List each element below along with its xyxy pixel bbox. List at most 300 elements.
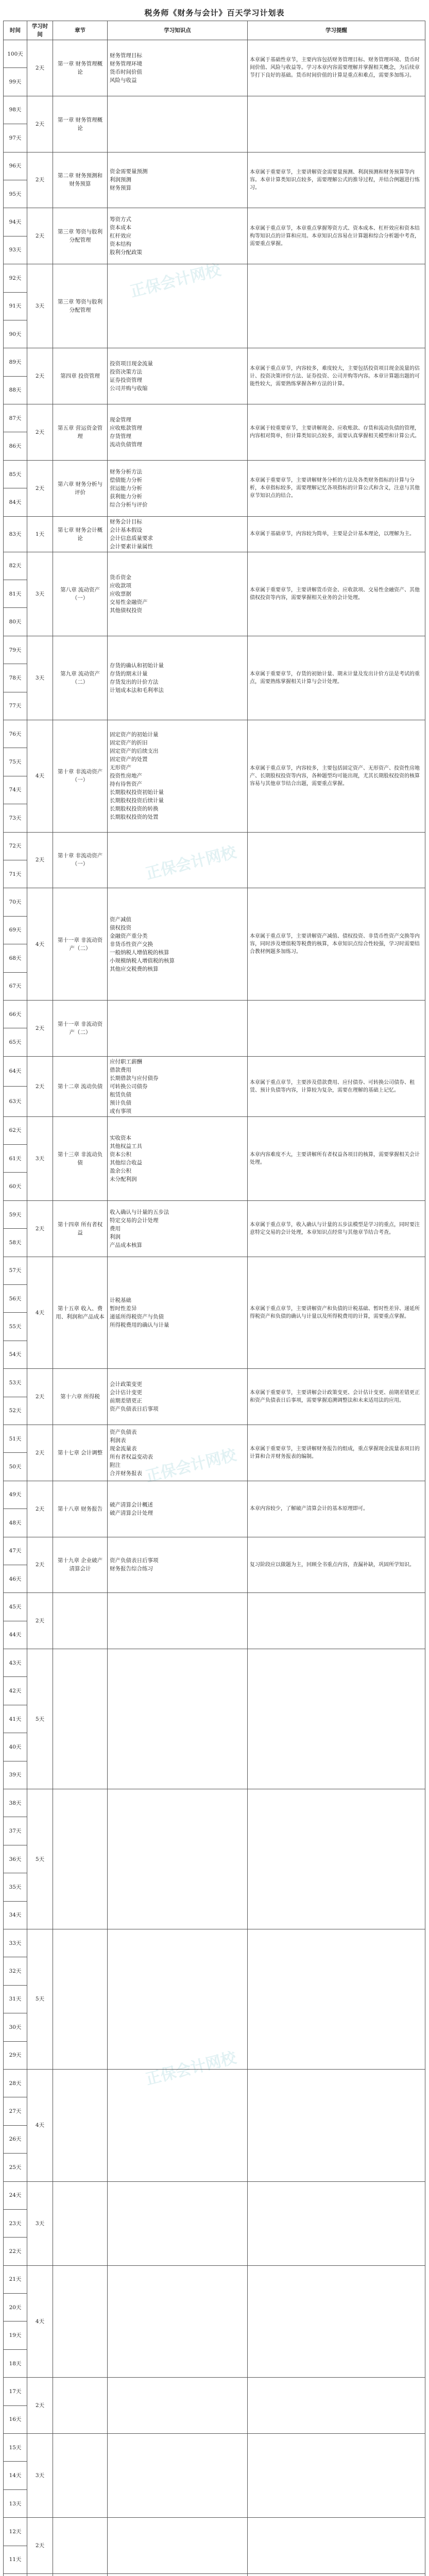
chapter-cell: 第三章 筹资与股利分配管理 [53,208,108,264]
duration-cell: 2天 [27,1537,53,1593]
knowledge-point: 固定资产的处置 [110,756,148,763]
tips-cell: 本章内容较少，了解破产清算会计的基本原理即可。 [248,1481,425,1537]
header-duration: 学习时间 [27,21,53,40]
watermark: 正保会计网校 [128,261,223,301]
duration-cell: 2天 [27,832,53,888]
duration-cell: 3天 [27,2181,53,2265]
knowledge-point: 固定资产的折旧 [110,740,148,747]
table-row [4,1789,425,1817]
duration-cell: 2天 [27,208,53,264]
chapter-cell [53,2378,108,2434]
duration-cell: 5天 [27,1929,53,2070]
chapter-cell: 第八章 流动资产（一） [53,552,108,636]
time-cell: 54天 [4,1341,27,1368]
knowledge-point: 资产负债表日后事项 [110,1406,159,1413]
knowledge-point: 营运能力分析 [110,485,142,492]
knowledge-point: 金融资产重分类 [110,933,148,939]
knowledge-point: 应付职工薪酬 [110,1058,142,1065]
time-cell: 85天 [4,460,27,488]
knowledge-point: 固定资产的初始计量 [110,732,159,738]
table-row [4,152,425,180]
time-cell: 91天 [4,292,27,320]
knowledge-point: 或有事项 [110,1108,131,1114]
duration-cell: 2天 [27,2518,53,2574]
time-cell: 28天 [4,2069,27,2097]
header-tips: 学习提醒 [248,21,425,40]
knowledge-point: 长期股权投资的处置 [110,814,159,821]
knowledge-point: 流动负债管理 [110,441,142,448]
time-cell: 97天 [4,124,27,152]
chapter-cell: 第九章 流动资产（二） [53,636,108,720]
header-time: 时间 [4,21,27,40]
knowledge-point: 会计基本假设 [110,527,142,533]
knowledge-point: 实收资本 [110,1134,131,1141]
time-cell: 49天 [4,1481,27,1509]
header-points: 学习知识点 [108,21,248,40]
time-cell: 32天 [4,1957,27,1985]
knowledge-point: 获利能力分析 [110,493,142,500]
tips-cell [248,96,425,152]
table-row [4,1200,425,1228]
knowledge-point: 资本结构 [110,241,131,248]
chapter-cell [53,2518,108,2574]
time-cell: 89天 [4,348,27,376]
points-cell [108,1649,248,1789]
table-row [4,2518,425,2546]
duration-cell: 4天 [27,888,53,1001]
duration-cell: 4天 [27,2069,53,2181]
duration-cell: 2天 [27,1000,53,1056]
time-cell: 62天 [4,1116,27,1144]
table-row [4,40,425,68]
points-cell [108,2265,248,2378]
chapter-cell: 第十七章 会计调整 [53,1425,108,1481]
points-cell [108,404,248,461]
knowledge-point: 其他应交税费的核算 [110,965,159,972]
time-cell: 82天 [4,552,27,580]
time-cell: 80天 [4,608,27,636]
knowledge-point: 长期股权投资后续计量 [110,798,164,804]
knowledge-point: 公司并购与收缩 [110,385,148,392]
knowledge-point: 计税基础 [110,1297,131,1303]
chapter-cell: 第十章 非流动资产（一） [53,832,108,888]
time-cell: 14天 [4,2462,27,2489]
time-cell: 95天 [4,180,27,208]
chapter-cell: 第十三章 非流动负债 [53,1116,108,1200]
table-row [4,1369,425,1397]
duration-cell: 2天 [27,96,53,152]
tips-cell [248,2434,425,2518]
time-cell: 99天 [4,68,27,96]
chapter-cell: 第一章 财务管理概论 [53,96,108,152]
table-row [4,1649,425,1677]
knowledge-point: 资金需要量预测 [110,168,148,175]
table-row [4,1116,425,1144]
knowledge-point: 货币时间价值 [110,69,142,75]
knowledge-point: 杠杆效应 [110,233,131,240]
time-cell: 48天 [4,1509,27,1537]
duration-cell: 4天 [27,1257,53,1369]
knowledge-point: 长期股权投资初始计量 [110,789,164,796]
table-row [4,1257,425,1284]
tips-cell [248,2378,425,2434]
knowledge-point: 股利分配政策 [110,249,142,256]
time-cell: 46天 [4,1565,27,1592]
duration-cell: 2天 [27,1369,53,1425]
tips-cell: 本章属于较重要章节，主要讲解现金、应收账款、存货和流动负债的管理，内容相对简单，但计算类知识点较多，需要认真掌握相关模型和计算公式。 [248,404,425,461]
knowledge-point: 风险与收益 [110,77,137,83]
tips-cell: 本章属于重要章节，主要讲解财务报告的组成，重点掌握现金流量表项目的计算和合并财务报表的编制。 [248,1425,425,1481]
table-row [4,2573,425,2576]
time-cell: 45天 [4,1593,27,1621]
knowledge-point: 借款费用 [110,1066,131,1073]
time-cell: 86天 [4,432,27,460]
knowledge-point: 利润预测 [110,177,131,183]
tips-cell: 本章属于基础性章节，主要内容包括财务管理目标、财务管理环境、货币时间价值、风险与收益等。学习本章内容需要理解并掌握相关概念，为后续章节打下良好的基础。货币时间价值的计算是重点和难点，需要多加练习。 [248,40,425,96]
time-cell: 66天 [4,1000,27,1028]
time-cell: 63天 [4,1087,27,1117]
knowledge-point: 存货的期末计量 [110,670,148,677]
points-cell [108,888,248,1001]
time-cell: 65天 [4,1028,27,1056]
time-cell: 60天 [4,1173,27,1200]
time-cell: 51天 [4,1425,27,1452]
tips-cell [248,1789,425,1929]
knowledge-point: 应收票据 [110,590,131,597]
watermark: 正保会计网校 [144,2048,238,2089]
time-cell: 21天 [4,2265,27,2293]
chapter-cell: 第二章 财务预测和财务预算 [53,152,108,208]
knowledge-point: 破产清算会计处理 [110,1510,153,1516]
time-cell: 27天 [4,2097,27,2125]
tips-cell [248,2265,425,2378]
table-row [4,348,425,376]
watermark: 正保会计网校 [144,1446,238,1486]
time-cell: 44天 [4,1621,27,1649]
knowledge-point: 合并财务报表 [110,1470,142,1477]
tips-cell [248,2069,425,2181]
points-cell [108,1116,248,1200]
duration-cell: 2天 [27,348,53,404]
time-cell: 13天 [4,2489,27,2517]
duration-cell: 2天 [27,1200,53,1257]
time-cell: 58天 [4,1229,27,1257]
time-cell: 43天 [4,1649,27,1677]
tips-cell: 本章属于基础章节，内容较为简单，主要是会计基本理论，以理解为主。 [248,516,425,552]
time-cell: 81天 [4,580,27,608]
table-row [4,636,425,664]
knowledge-point: 其他债权投资 [110,607,142,614]
duration-cell: 3天 [27,552,53,636]
table-row [4,2434,425,2462]
time-cell: 94天 [4,208,27,236]
knowledge-point: 无形资产 [110,765,131,771]
tips-cell: 本章属于重点章节，本章重点掌握筹资方式、资本成本、杠杆效应和资本结构等知识点的计算和应用。本章知识点容易在计算题和综合分析题中考查，需要重点掌握。 [248,208,425,264]
points-cell [108,552,248,636]
knowledge-point: 现金管理 [110,416,131,423]
knowledge-point: 会计信息质量要求 [110,535,153,541]
time-cell: 53天 [4,1369,27,1397]
table-row [4,1056,425,1087]
chapter-cell: 第十六章 所得税 [53,1369,108,1425]
time-cell: 59天 [4,1200,27,1228]
knowledge-point: 财务预算 [110,185,131,192]
tips-cell [248,1649,425,1789]
time-cell: 57天 [4,1257,27,1284]
knowledge-point: 存货发出的计价方法 [110,679,159,685]
duration-cell: 5天 [27,1789,53,1929]
time-cell: 76天 [4,720,27,748]
time-cell [4,2573,27,2576]
points-cell [108,1257,248,1369]
knowledge-point: 未分配利润 [110,1176,137,1182]
tips-cell: 本章属于重点章节，内容较多，难度较大，主要包括投资项目现金流量的估计、投资决策评价方法、证券投资、公司并购等内容。本章计算题出题的可能性较大，需要熟练掌握各种方法的计算。 [248,348,425,404]
knowledge-point: 利润表 [110,1437,126,1444]
table-row [4,1929,425,1957]
points-cell [108,2378,248,2434]
knowledge-point: 收入确认与计量的五步法 [110,1209,169,1215]
chapter-cell: 第十二章 流动负债 [53,1056,108,1116]
duration-cell: 5天 [27,1649,53,1789]
time-cell: 72天 [4,832,27,860]
table-row [4,1593,425,1621]
chapter-cell [53,2434,108,2518]
knowledge-point: 财务管理目标 [110,52,142,59]
duration-cell: 2天 [27,1425,53,1481]
points-cell [108,152,248,208]
tips-cell [248,1593,425,1649]
duration-cell: 4天 [27,2265,53,2378]
time-cell: 83天 [4,516,27,552]
knowledge-point: 附注 [110,1462,121,1468]
points-cell [108,264,248,348]
time-cell: 68天 [4,944,27,972]
knowledge-point: 利润 [110,1233,121,1240]
time-cell: 12天 [4,2518,27,2546]
table-row [4,2265,425,2293]
knowledge-point: 筹资方式 [110,216,131,223]
points-cell [108,1789,248,1929]
knowledge-point: 所得税费用的确认与计量 [110,1321,169,1328]
points-cell [108,2181,248,2265]
points-cell [108,1369,248,1425]
time-cell: 11天 [4,2546,27,2573]
table-row [4,96,425,124]
duration-cell: 4天 [27,720,53,832]
knowledge-point: 长期借款与应付债券 [110,1075,159,1081]
points-cell [108,1056,248,1116]
chapter-cell: 第十章 非流动资产（一） [53,720,108,832]
tips-cell: 复习阶段应以做题为主，回顾全书重点内容，查漏补缺，巩固所学知识。 [248,1537,425,1593]
time-cell: 96天 [4,152,27,180]
points-cell [108,96,248,152]
time-cell: 40天 [4,1733,27,1761]
tips-cell: 本章属于重点章节，主要讲解资产减值、债权投资、非货币性资产交换等内容，同时涉及增值税等税费的核算，本章知识点综合性较强，学习时需要结合教材例题多加练习。 [248,888,425,1001]
duration-cell: 3天 [27,636,53,720]
tips-cell: 本章属于重要章节，主要讲解资金需要量预测、利润预测和财务预算等内容。本章计算类知识点较多，需要理解公式的推导过程，并结合例题进行练习。 [248,152,425,208]
duration-cell: 3天 [27,1116,53,1200]
table-row [4,2181,425,2209]
knowledge-point: 资产减值 [110,916,131,923]
time-cell: 67天 [4,972,27,1000]
points-cell [108,1481,248,1537]
table-row [4,2069,425,2097]
time-cell: 93天 [4,236,27,264]
time-cell: 30天 [4,2013,27,2041]
time-cell: 31天 [4,1985,27,2013]
page-title: 税务师《财务与会计》百天学习计划表 [144,8,285,18]
duration-cell: 2天 [27,1593,53,1649]
table-row [4,516,425,552]
knowledge-point: 固定资产的后续支出 [110,748,159,755]
knowledge-point: 存货的确认和初始计量 [110,662,164,669]
knowledge-point: 产品成本核算 [110,1242,142,1248]
points-cell [108,516,248,552]
chapter-cell [53,2069,108,2181]
knowledge-point: 证券投资管理 [110,377,142,384]
time-cell: 50天 [4,1453,27,1481]
knowledge-point: 持有待售资产 [110,781,142,788]
points-cell [108,40,248,96]
knowledge-point: 债权投资 [110,924,131,931]
duration-cell: 3天 [27,2434,53,2518]
tips-cell [248,2518,425,2574]
points-cell [108,1593,248,1649]
time-cell: 23天 [4,2209,27,2237]
knowledge-point: 其他综合收益 [110,1159,142,1166]
points-cell [108,1425,248,1481]
knowledge-point: 暂时性差异 [110,1305,137,1312]
points-cell [108,2434,248,2518]
chapter-cell [53,2573,108,2576]
tips-cell [248,1000,425,1056]
time-cell: 90天 [4,320,27,348]
chapter-cell [53,1789,108,1929]
time-cell: 55天 [4,1313,27,1341]
chapter-cell: 第五章 营运资金管理 [53,404,108,461]
time-cell: 26天 [4,2125,27,2153]
time-cell: 25天 [4,2154,27,2181]
chapter-cell: 第四章 投资管理 [53,348,108,404]
points-cell [108,2069,248,2181]
knowledge-point: 可转换公司债券 [110,1083,148,1090]
points-cell [108,2573,248,2576]
table-row [4,264,425,292]
watermark: 正保会计网校 [144,843,238,884]
knowledge-point: 交易性金融资产 [110,599,148,605]
table-row [4,208,425,236]
time-cell: 71天 [4,860,27,888]
knowledge-point: 财务管理环境 [110,60,142,67]
time-cell: 64天 [4,1056,27,1087]
time-cell: 18天 [4,2349,27,2377]
knowledge-point: 租赁负债 [110,1091,131,1098]
chapter-cell: 第十八章 财务报告 [53,1481,108,1537]
duration-cell: 2天 [27,152,53,208]
time-cell: 37天 [4,1817,27,1845]
duration-cell: 2天 [27,1481,53,1537]
tips-cell [248,264,425,348]
chapter-cell [53,2181,108,2265]
time-cell: 19天 [4,2321,27,2349]
table-row [4,888,425,916]
points-cell [108,1929,248,2070]
points-cell [108,460,248,516]
chapter-cell: 第六章 财务分析与评价 [53,460,108,516]
time-cell: 47天 [4,1537,27,1565]
points-cell [108,208,248,264]
knowledge-point: 破产清算会计概述 [110,1501,153,1508]
knowledge-point: 盈余公积 [110,1167,131,1174]
duration-cell: 2天 [27,1056,53,1116]
knowledge-point: 应收账款管理 [110,425,142,431]
time-cell: 39天 [4,1761,27,1789]
tips-cell: 本章属于重点章节，内容较多，主要包括固定资产、无形资产、投资性房地产、长期股权投资等内容，各种题型均可能出现，尤其长期股权投资的核算容易与其他章节结合出题，需要重点掌握。 [248,720,425,832]
duration-cell: 2天 [27,404,53,461]
time-cell: 79天 [4,636,27,664]
chapter-cell: 第十九章 企业破产清算会计 [53,1537,108,1593]
time-cell: 17天 [4,2378,27,2405]
table-row [4,1481,425,1509]
knowledge-point: 货币资金 [110,574,131,581]
tips-cell [248,1929,425,2070]
time-cell: 16天 [4,2405,27,2433]
time-cell: 88天 [4,376,27,404]
time-cell: 24天 [4,2181,27,2209]
knowledge-point: 投资决策方法 [110,369,142,376]
time-cell: 69天 [4,916,27,944]
knowledge-point: 小规模纳税人增值税的核算 [110,957,175,964]
time-cell: 34天 [4,1901,27,1929]
time-cell: 22天 [4,2238,27,2265]
table-row [4,1425,425,1452]
knowledge-point: 特定交易的会计处理 [110,1217,159,1224]
knowledge-point: 存货管理 [110,433,131,439]
tips-cell: 本章属于重要章节，主要讲解财务分析的方法及各类财务指标的计算与分析，本章指标较多，需要理解记忆各项指标的计算公式和含义，注意与其他章节知识点的结合。 [248,460,425,516]
time-cell: 73天 [4,804,27,832]
table-row [4,404,425,432]
study-plan-table [3,21,425,2576]
chapter-cell [53,1593,108,1649]
chapter-cell [53,1929,108,2070]
tips-cell: 本章属于重要章节，存货的初始计量、期末计量及发出计价方法是考试的重点，需要熟练掌握相关计算与会计处理。 [248,636,425,720]
knowledge-point: 会计政策变更 [110,1381,142,1388]
time-cell: 38天 [4,1789,27,1817]
knowledge-point: 资产负债表日后事项 [110,1557,159,1564]
points-cell [108,636,248,720]
knowledge-point: 财务分析方法 [110,468,142,475]
knowledge-point: 其他权益工具 [110,1143,142,1149]
time-cell: 84天 [4,488,27,516]
time-cell: 36天 [4,1845,27,1873]
points-cell [108,1537,248,1593]
points-cell [108,832,248,888]
time-cell: 56天 [4,1285,27,1313]
duration-cell: 3天 [27,264,53,348]
chapter-cell [53,1649,108,1789]
knowledge-point: 偿债能力分析 [110,477,142,483]
knowledge-point: 应收款项 [110,582,131,589]
chapter-cell: 第三章 筹资与股利分配管理 [53,264,108,348]
table-row [4,2378,425,2405]
time-cell: 15天 [4,2434,27,2462]
knowledge-point: 长期股权投资的转换 [110,806,159,812]
table-row [4,832,425,860]
tips-cell: 本章属于重点章节，主要讲解资产和负债的计税基础、暂时性差异、递延所得税资产和负债的确认与计量以及所得税费用的计算，需要重点掌握。 [248,1257,425,1369]
duration-cell [27,2573,53,2576]
time-cell: 41天 [4,1705,27,1733]
chapter-cell: 第十一章 非流动资产（二） [53,1000,108,1056]
